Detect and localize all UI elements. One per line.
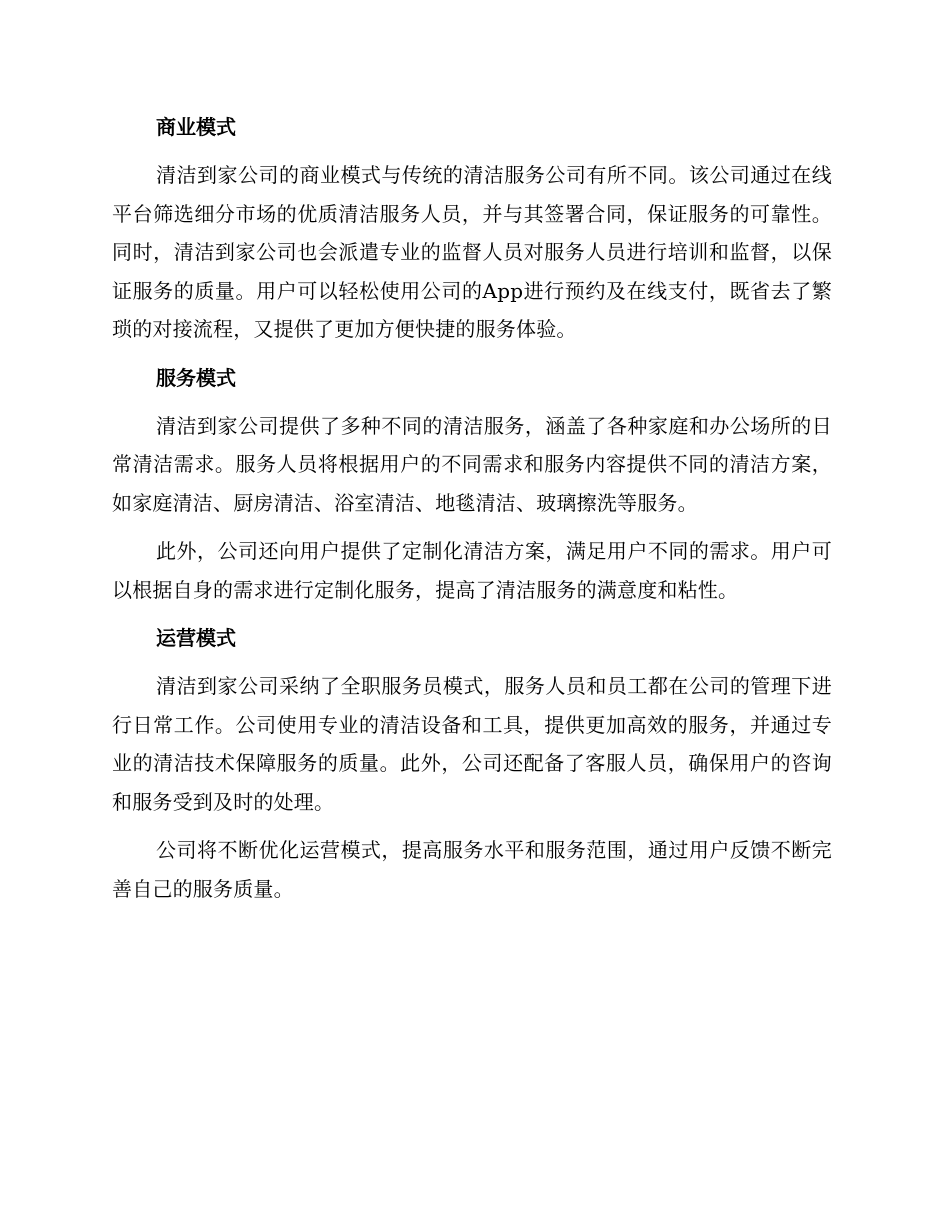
section-business-model bbox=[112, 108, 832, 349]
section-heading: 运营模式 bbox=[156, 626, 236, 650]
paragraph: 清洁到家公司提供了多种不同的清洁服务，涵盖了各种家庭和办公场所的日常清洁需求。服务人员将根据用户的不同需求和服务内容提供不同的清洁方案，如家庭清洁、厨房清洁、浴室清洁、地毯清洁、玻璃擦洗等服务。 bbox=[112, 413, 832, 515]
paragraph: 公司将不断优化运营模式，提高服务水平和服务范围，通过用户反馈不断完善自己的服务质量。 bbox=[112, 838, 832, 901]
section-operation-model bbox=[112, 619, 832, 908]
document-page bbox=[112, 108, 832, 918]
section-heading: 商业模式 bbox=[156, 115, 236, 139]
paragraph: 此外，公司还向用户提供了定制化清洁方案，满足用户不同的需求。用户可以根据自身的需求进行定制化服务，提高了清洁服务的满意度和粘性。 bbox=[112, 539, 832, 602]
paragraph: 清洁到家公司采纳了全职服务员模式，服务人员和员工都在公司的管理下进行日常工作。公司使用专业的清洁设备和工具，提供更加高效的服务，并通过专业的清洁技术保障服务的质量。此外，公司还配备了客服人员，确保用户的咨询和服务受到及时的处理。 bbox=[112, 674, 832, 814]
section-service-model bbox=[112, 359, 832, 610]
paragraph: 清洁到家公司的商业模式与传统的清洁服务公司有所不同。该公司通过在线平台筛选细分市场的优质清洁服务人员，并与其签署合同，保证服务的可靠性。同时，清洁到家公司也会派遣专业的监督人员对服务人员进行培训和监督，以保证服务的质量。用户可以轻松使用公司的App进行预约及在线支付，既省去了繁琐的对接流程，又提供了更加方便快捷的服务体验。 bbox=[112, 163, 832, 341]
section-heading: 服务模式 bbox=[156, 365, 236, 390]
